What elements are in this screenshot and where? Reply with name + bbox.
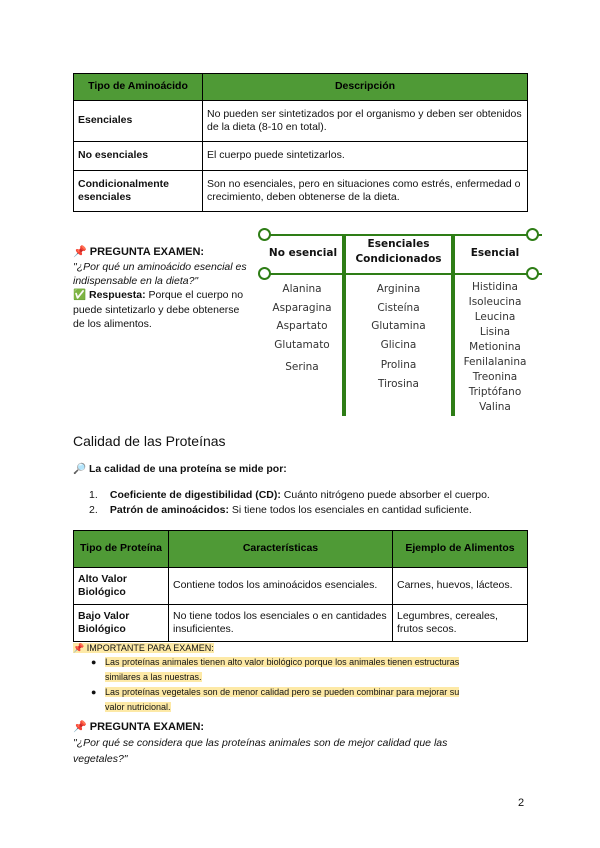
list-item: Glicina: [380, 338, 417, 351]
important-list: [73, 655, 528, 715]
line-end-dot-icon: [258, 267, 271, 280]
col-title-no-esencial: No esencial: [268, 247, 338, 259]
table-cell: Carnes, huevos, lácteos.: [393, 568, 528, 605]
list-item: ● Las proteínas vegetales son de menor calidad pero se pueden combinar para mejorar su valor nutricional.: [91, 687, 460, 712]
list-item: Serina: [285, 361, 319, 373]
list-item: Isoleucina: [468, 296, 522, 308]
table-row: [74, 605, 528, 642]
table-cell: Legumbres, cereales, frutos secos.: [393, 605, 528, 642]
list-item: Histidina: [472, 281, 518, 293]
amino-type-table: [73, 73, 528, 212]
table-cell: Esenciales: [74, 101, 203, 142]
exam-question-block: [73, 720, 528, 767]
no-esencial-list: [262, 280, 342, 377]
list-item: Valina: [479, 401, 511, 413]
check-icon: ✅: [73, 289, 87, 302]
list-item: Alanina: [282, 283, 322, 295]
table-row: [74, 568, 528, 605]
table-cell: No esenciales: [74, 142, 203, 171]
exam-question-block: [73, 245, 253, 331]
table-cell: Condicionalmente esenciales: [74, 171, 203, 212]
amino-acid-diagram: [258, 226, 548, 416]
line-end-dot-icon: [526, 267, 539, 280]
question-title: 📌 PREGUNTA EXAMEN:: [73, 246, 205, 258]
list-item: Prolina: [380, 359, 417, 371]
important-block: [73, 642, 528, 715]
magnifier-icon: 🔎: [73, 463, 87, 475]
list-item: Cisteína: [377, 301, 420, 314]
list-item: Tirosina: [378, 377, 419, 390]
list-item: Leucina: [474, 311, 516, 323]
important-title: 📌 IMPORTANTE PARA EXAMEN:: [73, 643, 214, 653]
list-item: Glutamina: [371, 320, 426, 332]
list-item: Triptófano: [468, 386, 522, 398]
table-cell: Son no esenciales, pero en situaciones como estrés, enfermedad o crecimiento, deben obtenerse de la dieta.: [203, 171, 528, 212]
col-title-condicionados: Esenciales Condicionados: [355, 238, 442, 266]
list-item: Metionina: [469, 341, 521, 353]
column-header: Características: [169, 531, 393, 568]
list-item: Treonina: [472, 371, 518, 383]
answer-text: ✅ Respuesta: Porque el cuerpo no puede sintetizarlo y debe obtenerse de los alimentos.: [73, 289, 244, 330]
list-item: 1. Coeficiente de digestibilidad (CD): Cuánto nitrógeno puede absorber el cuerpo.: [89, 489, 490, 501]
page-number: 2: [518, 797, 525, 809]
table-cell: El cuerpo puede sintetizarlos.: [203, 142, 528, 171]
table-cell: No pueden ser sintetizados por el organismo y deben ser obtenidos de la dieta (8-10 en total).: [203, 101, 528, 142]
table-row: [74, 171, 528, 212]
table-cell: No tiene todos los esenciales o en cantidades insuficientes.: [169, 605, 393, 642]
table-cell: Contiene todos los aminoácidos esenciales.: [169, 568, 393, 605]
list-item: Glutamato: [274, 338, 330, 351]
condicionados-list: [346, 280, 451, 393]
esencial-list: [455, 280, 535, 415]
criteria-list: [89, 488, 490, 518]
table-header-row: [74, 74, 528, 101]
pin-icon: 📌: [73, 643, 85, 653]
diagram-top-line: [266, 234, 542, 236]
list-item: Aspartato: [276, 320, 328, 332]
list-item: 2. Patrón de aminoácidos: Si tiene todos los esenciales en cantidad suficiente.: [89, 504, 472, 516]
list-item: Lisina: [479, 326, 511, 338]
section-title: Calidad de las Proteínas: [73, 433, 226, 449]
question-title: 📌 PREGUNTA EXAMEN:: [73, 721, 205, 733]
list-item: Asparagina: [272, 301, 332, 314]
diagram-bottom-line: [266, 273, 542, 275]
list-item: Arginina: [376, 283, 421, 295]
pin-icon: 📌: [73, 246, 87, 258]
column-header: Ejemplo de Alimentos: [393, 531, 528, 568]
table-row: [74, 101, 528, 142]
column-header: Tipo de Proteína: [74, 531, 169, 568]
line-end-dot-icon: [526, 228, 539, 241]
table-cell: Alto Valor Biológico: [74, 568, 169, 605]
protein-quality-table: [73, 530, 528, 642]
list-item: Fenilalanina: [463, 356, 527, 368]
section-intro: 🔎 La calidad de una proteína se mide por:: [73, 463, 287, 475]
list-item: ● Las proteínas animales tienen alto valor biológico porque los animales tienen estructuras similares a las nuestras.: [91, 657, 460, 682]
col-title-esencial: Esencial: [470, 247, 520, 259]
column-header: Tipo de Aminoácido: [74, 74, 203, 101]
table-row: [74, 142, 528, 171]
column-header: Descripción: [203, 74, 528, 101]
table-header-row: [74, 531, 528, 568]
pin-icon: 📌: [73, 721, 87, 733]
question-text: "¿Por qué se considera que las proteínas animales son de mejor calidad que las vegetales?": [73, 737, 448, 765]
line-end-dot-icon: [258, 228, 271, 241]
question-text: "¿Por qué un aminoácido esencial es indispensable en la dieta?": [73, 261, 247, 288]
table-cell: Bajo Valor Biológico: [74, 605, 169, 642]
